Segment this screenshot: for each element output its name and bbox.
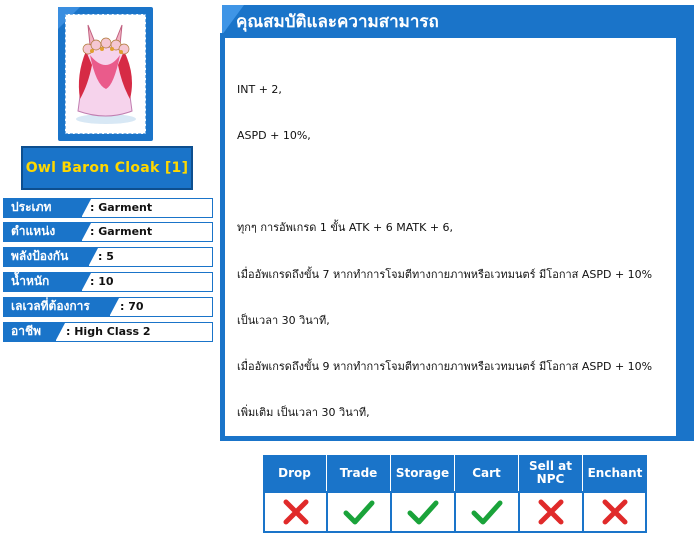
check-icon bbox=[470, 497, 504, 527]
info-label: ประเภท bbox=[4, 199, 82, 217]
desc-line bbox=[237, 174, 667, 189]
info-label: พลังป้องกัน bbox=[4, 248, 89, 266]
info-label: ตำแหน่ง bbox=[4, 223, 82, 241]
info-label: น้ำหนัก bbox=[4, 273, 82, 291]
panel-title: คุณสมบัติและความสามารถ bbox=[236, 12, 439, 32]
info-row-weight bbox=[3, 272, 213, 292]
trade-header-storage: Storage bbox=[391, 455, 455, 491]
trade-header-cart: Cart bbox=[455, 455, 519, 491]
desc-line: เป็นเวลา 30 วินาที, bbox=[237, 313, 330, 327]
desc-line: ทุกๆ การอัพเกรด 1 ขั้น ATK + 6 MATK + 6, bbox=[237, 221, 454, 235]
info-value: : Garment bbox=[90, 201, 153, 214]
trade-restrictions-table bbox=[263, 455, 647, 533]
desc-line: เพิ่มเติม เป็นเวลา 30 วินาที, bbox=[237, 406, 370, 420]
item-image bbox=[65, 14, 146, 134]
cross-icon bbox=[536, 497, 566, 527]
info-value: : 70 bbox=[120, 300, 144, 313]
cross-icon bbox=[600, 497, 630, 527]
trade-cell-storage bbox=[390, 491, 456, 533]
info-row-position bbox=[3, 222, 213, 242]
description-scroll-area[interactable] bbox=[225, 38, 676, 436]
info-value: : Garment bbox=[90, 225, 153, 238]
scrollbar[interactable] bbox=[679, 38, 689, 436]
trade-header-enchant: Enchant bbox=[583, 455, 647, 491]
info-row-type bbox=[3, 198, 213, 218]
trade-header-sell-npc: Sell at NPC bbox=[519, 455, 583, 491]
info-value: : 10 bbox=[90, 275, 114, 288]
cross-icon bbox=[281, 497, 311, 527]
check-icon bbox=[342, 497, 376, 527]
item-name: Owl Baron Cloak [1] bbox=[25, 160, 189, 176]
panel-title-bar bbox=[222, 5, 694, 35]
cloak-item-icon bbox=[66, 15, 145, 133]
check-icon bbox=[406, 497, 440, 527]
trade-cell-sell-npc bbox=[518, 491, 584, 533]
info-row-defense bbox=[3, 247, 213, 267]
item-image-frame bbox=[58, 7, 153, 141]
desc-line: เมื่ออัพเกรดถึงขั้น 7 หากทำการโจมตีทางกายภาพหรือเวทมนตร์ มีโอกาส ASPD + 10% bbox=[237, 267, 653, 281]
description-text bbox=[237, 51, 667, 436]
info-value: : 5 bbox=[98, 250, 114, 263]
info-value: : High Class 2 bbox=[66, 325, 151, 338]
info-label: อาชีพ bbox=[4, 323, 56, 341]
trade-cell-drop bbox=[263, 491, 328, 533]
description-panel bbox=[220, 33, 694, 441]
trade-cell-cart bbox=[454, 491, 520, 533]
info-row-job bbox=[3, 322, 213, 342]
trade-header-drop: Drop bbox=[263, 455, 327, 491]
trade-cell-trade bbox=[326, 491, 392, 533]
item-name-plate bbox=[21, 146, 193, 190]
info-label: เลเวลที่ต้องการ bbox=[4, 298, 110, 316]
desc-line: INT + 2, bbox=[237, 82, 282, 96]
trade-cell-enchant bbox=[582, 491, 647, 533]
desc-line: เมื่ออัพเกรดถึงขั้น 9 หากทำการโจมตีทางกายภาพหรือเวทมนตร์ มีโอกาส ASPD + 10% bbox=[237, 360, 653, 374]
info-row-required-level bbox=[3, 297, 213, 317]
desc-line: ASPD + 10%, bbox=[237, 129, 311, 143]
trade-header-trade: Trade bbox=[327, 455, 391, 491]
